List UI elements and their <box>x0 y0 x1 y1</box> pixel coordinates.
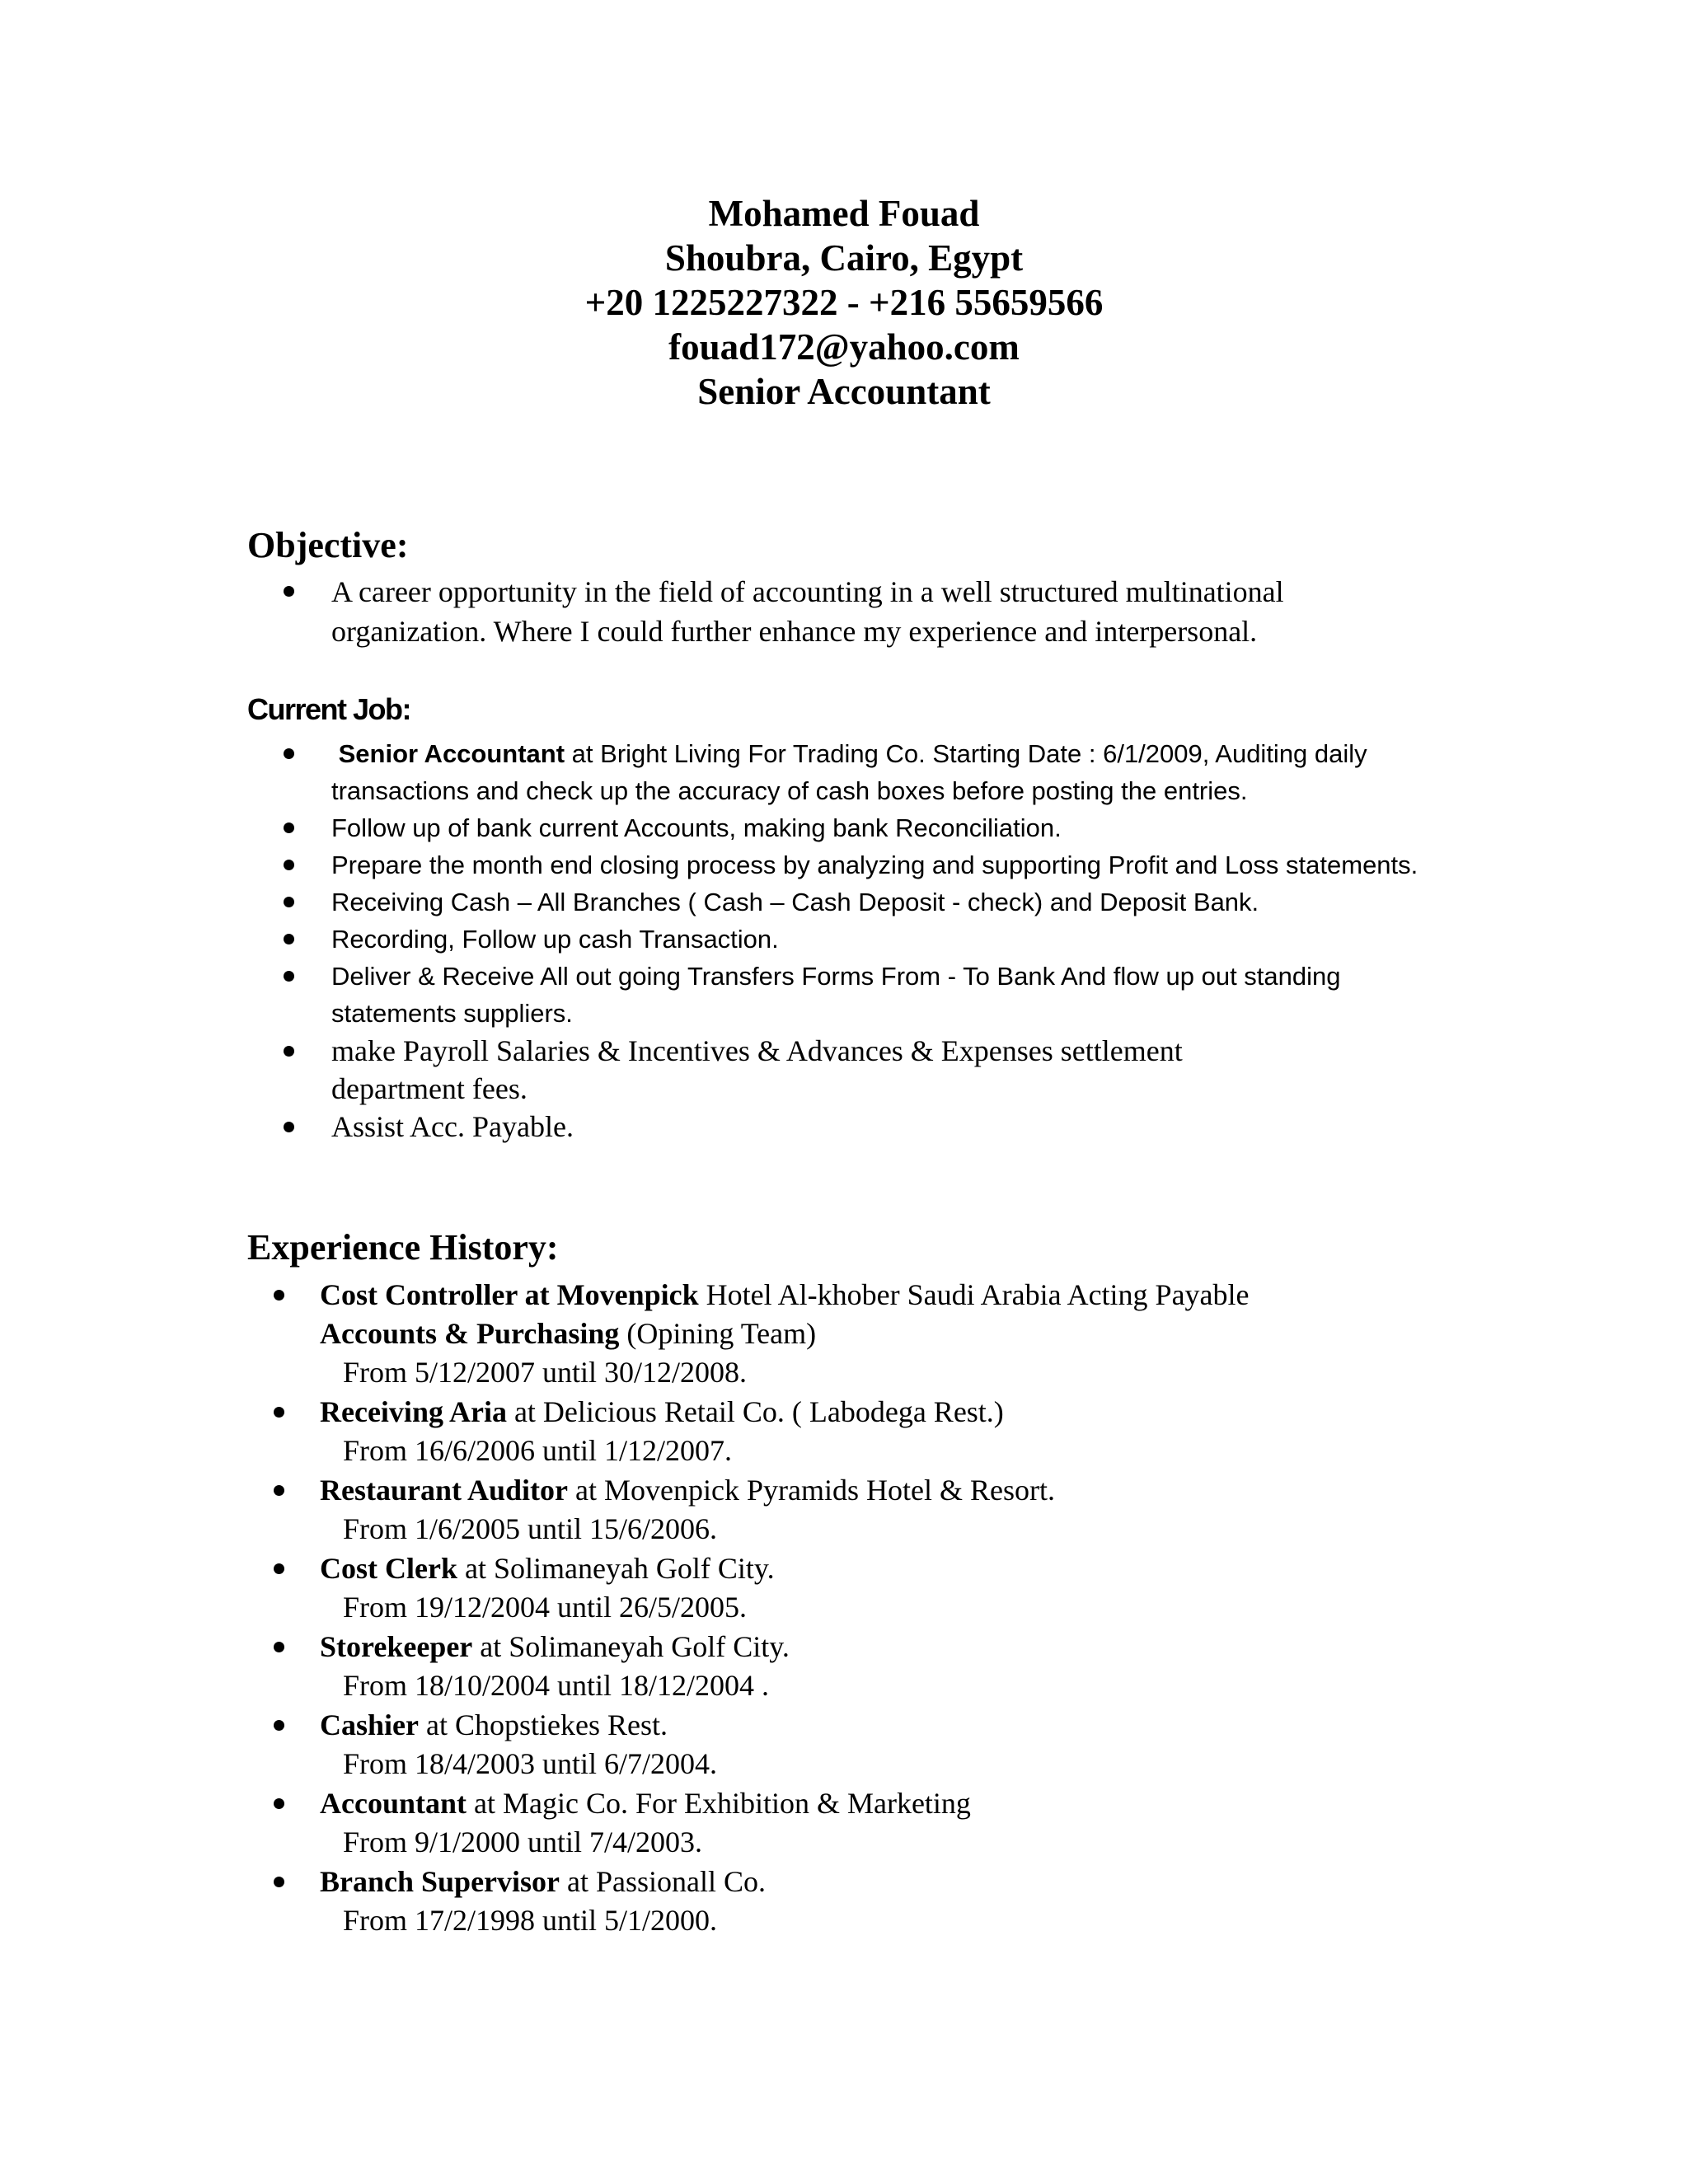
current-job-item <box>0 883 1436 921</box>
current-job-heading: Current Job: <box>247 692 410 726</box>
bullet-icon <box>274 1642 284 1652</box>
current-job-item <box>0 921 1436 958</box>
current-job-item <box>0 1108 1436 1146</box>
current-job-item <box>0 1032 1287 1108</box>
candidate-address: Shoubra, Cairo, Egypt <box>664 237 1024 279</box>
experience-item <box>0 1706 1408 1783</box>
experience-list <box>0 1276 1408 1941</box>
current-job-item <box>0 958 1436 1032</box>
bullet-icon <box>274 1290 284 1301</box>
experience-dates: From 18/10/2004 until 18/12/2004 . <box>343 1669 770 1702</box>
bullet-icon <box>274 1407 284 1418</box>
experience-place: at Solimaneyah Golf City. <box>472 1630 790 1663</box>
experience-dates: From 1/6/2005 until 15/6/2006. <box>343 1512 718 1545</box>
resume-header <box>0 191 1688 414</box>
experience-dates: From 9/1/2000 until 7/4/2003. <box>343 1825 703 1858</box>
job-text: Prepare the month end closing process by analyzing and supporting Profit and Loss statements. <box>331 851 1418 879</box>
job-text: Receiving Cash – All Branches ( Cash – Cash Deposit - check) and Deposit Bank. <box>331 888 1259 916</box>
bullet-icon <box>274 1798 284 1809</box>
experience-place-continued: (Opining Team) <box>619 1317 817 1350</box>
candidate-name: Mohamed Fouad <box>708 193 980 234</box>
experience-item <box>0 1471 1408 1549</box>
bullet-icon <box>284 748 294 759</box>
job-text: Recording, Follow up cash Transaction. <box>331 925 779 954</box>
candidate-email: fouad172@yahoo.com <box>668 326 1020 368</box>
job-text: Deliver & Receive All out going Transfers Forms From - To Bank And flow up out standing statements suppliers. <box>331 962 1341 1028</box>
bullet-icon <box>284 586 294 597</box>
experience-item <box>0 1276 1358 1392</box>
current-job-item <box>0 809 1436 846</box>
experience-place: at Solimaneyah Golf City. <box>457 1552 775 1585</box>
bullet-icon <box>274 1563 284 1574</box>
bullet-icon <box>274 1720 284 1731</box>
objective-text: A career opportunity in the field of accounting in a well structured multinational organization. Where I could further enhance my experience and interpersonal. <box>331 575 1284 648</box>
experience-item <box>0 1784 1408 1862</box>
experience-place: at Delicious Retail Co. ( Labodega Rest.) <box>506 1395 1004 1428</box>
experience-dates: From 17/2/1998 until 5/1/2000. <box>343 1904 718 1937</box>
experience-place: at Passionall Co. <box>560 1865 767 1898</box>
experience-role: Branch Supervisor <box>320 1865 560 1898</box>
experience-role: Accountant <box>320 1787 467 1820</box>
experience-role: Receiving Aria <box>320 1395 507 1428</box>
objective-item <box>0 572 1386 651</box>
job-text: Assist Acc. Payable. <box>331 1110 574 1143</box>
experience-place: at Magic Co. For Exhibition & Marketing <box>467 1787 971 1820</box>
job-text: at Bright Living For Trading Co. Starting Date : 6/1/2009, Auditing daily transactions and check up the accuracy of cash boxes before posting the entries. <box>331 739 1367 805</box>
experience-role: Restaurant Auditor <box>320 1474 569 1507</box>
bullet-icon <box>274 1877 284 1887</box>
bullet-icon <box>284 860 294 870</box>
candidate-phones: +20 1225227322 - +216 55659566 <box>584 282 1104 323</box>
experience-item <box>0 1628 1408 1705</box>
experience-dates: From 18/4/2003 until 6/7/2004. <box>343 1747 718 1780</box>
experience-place: at Chopstiekes Rest. <box>419 1708 668 1741</box>
experience-place: Hotel Al-khober Saudi Arabia Acting Payable <box>698 1278 1250 1311</box>
objective-list <box>0 572 1386 651</box>
experience-role: Cost Controller at Movenpick <box>320 1278 699 1311</box>
current-job-item <box>0 735 1436 809</box>
experience-item <box>0 1549 1408 1627</box>
bullet-icon <box>274 1485 284 1496</box>
bullet-icon <box>284 897 294 907</box>
experience-role: Storekeeper <box>320 1630 473 1663</box>
experience-dates: From 5/12/2007 until 30/12/2008. <box>343 1356 748 1389</box>
bullet-icon <box>284 1122 294 1132</box>
experience-item <box>0 1393 1408 1470</box>
experience-dates: From 19/12/2004 until 26/5/2005. <box>343 1591 748 1624</box>
current-job-list <box>0 735 1436 1146</box>
objective-heading: Objective: <box>247 525 409 565</box>
job-text: Follow up of bank current Accounts, making bank Reconciliation. <box>331 813 1062 842</box>
bullet-icon <box>284 823 294 833</box>
experience-role: Cashier <box>320 1708 419 1741</box>
job-role: Senior Accountant <box>338 739 565 768</box>
bullet-icon <box>284 1046 294 1057</box>
experience-item <box>0 1863 1408 1940</box>
experience-role: Cost Clerk <box>320 1552 457 1585</box>
bullet-icon <box>284 971 294 982</box>
experience-dates: From 16/6/2006 until 1/12/2007. <box>343 1434 733 1467</box>
experience-role-continued: Accounts & Purchasing <box>320 1317 620 1350</box>
bullet-icon <box>284 934 294 944</box>
job-text: make Payroll Salaries & Incentives & Advances & Expenses settlement department fees. <box>331 1034 1183 1105</box>
candidate-title: Senior Accountant <box>697 371 991 412</box>
experience-place: at Movenpick Pyramids Hotel & Resort. <box>568 1474 1055 1507</box>
current-job-item <box>0 846 1436 883</box>
experience-heading: Experience History: <box>247 1227 559 1268</box>
